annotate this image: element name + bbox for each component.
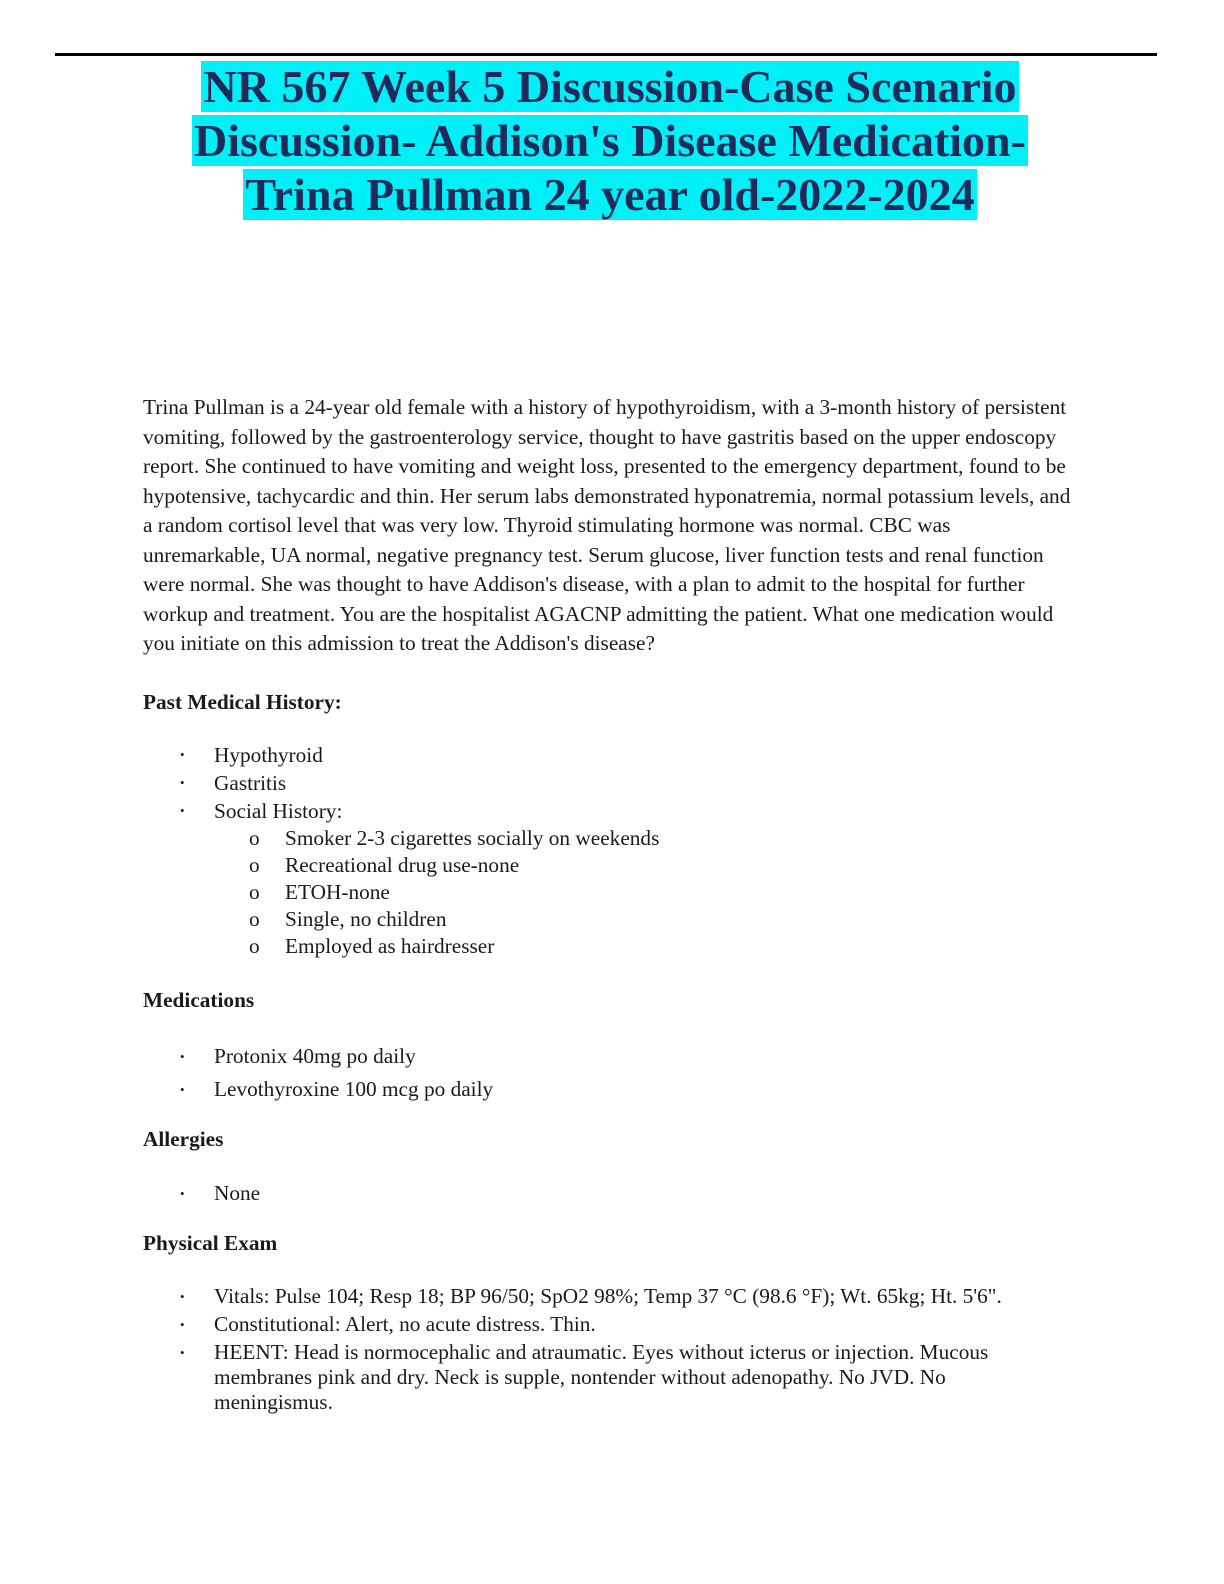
list-item — [143, 769, 1073, 797]
list-item — [143, 797, 1073, 960]
document-body — [143, 393, 1073, 1415]
list-item — [143, 741, 1073, 769]
list-item — [143, 1340, 1053, 1415]
pmh-item-hypothyroid: Hypothyroid — [214, 743, 323, 767]
medications-list — [143, 1040, 1073, 1106]
list-item — [143, 1040, 1073, 1073]
list-item — [214, 852, 1073, 879]
bullet-icon: • — [180, 1048, 185, 1064]
bullet-icon: • — [180, 1081, 185, 1097]
circle-bullet-icon: o — [249, 907, 260, 931]
list-item — [214, 933, 1073, 960]
social-history-list — [214, 825, 1073, 960]
title-line-2: Discussion- Addison's Disease Medication- — [194, 115, 1026, 166]
bullet-icon: • — [180, 803, 185, 818]
social-item-single: Single, no children — [285, 907, 447, 931]
bullet-icon: • — [180, 1186, 185, 1201]
bullet-icon: • — [180, 1345, 185, 1360]
bullet-icon: • — [180, 1289, 185, 1304]
title-line-1: NR 567 Week 5 Discussion-Case Scenario — [203, 61, 1017, 112]
list-item — [143, 1312, 1053, 1337]
bullet-icon: • — [180, 775, 185, 790]
pmh-item-gastritis: Gastritis — [214, 771, 287, 795]
document-title — [55, 60, 1165, 222]
exam-vitals: Vitals: Pulse 104; Resp 18; BP 96/50; SpO2 98%; Temp 37 °C (98.6 °F); Wt. 65kg; Ht. 5'6". — [214, 1284, 1002, 1308]
circle-bullet-icon: o — [249, 853, 260, 877]
list-item — [214, 879, 1073, 906]
circle-bullet-icon: o — [249, 934, 260, 958]
physical-exam-list — [143, 1284, 1053, 1415]
list-item — [143, 1073, 1073, 1106]
bullet-icon: • — [180, 747, 185, 762]
list-item — [214, 906, 1073, 933]
medication-protonix: Protonix 40mg po daily — [214, 1043, 416, 1068]
case-intro-paragraph: Trina Pullman is a 24-year old female with a history of hypothyroidism, with a 3-month history of persistent vomiting, followed by the gastroenterology service, thought to have gastritis based on the upper endoscopy report. She continued to have vomiting and weight loss, presented to the emergency department, found to be hypotensive, tachycardic and thin. Her serum labs demonstrated hyponatremia, normal potassium levels, and a random cortisol level that was very low. Thyroid stimulating hormone was normal. CBC was unremarkable, UA normal, negative pregnancy test. Serum glucose, liver function tests and renal function were normal. She was thought to have Addison's disease, with a plan to admit to the hospital for further workup and treatment. You are the hospitalist AGACNP admitting the patient. What one medication would you initiate on this admission to treat the Addison's disease? — [143, 395, 1071, 655]
social-item-employed: Employed as hairdresser — [285, 934, 495, 958]
allergy-none: None — [214, 1181, 261, 1205]
circle-bullet-icon: o — [249, 826, 260, 850]
medications-heading: Medications — [143, 988, 255, 1012]
title-line-3: Trina Pullman 24 year old-2022-2024 — [245, 169, 975, 220]
social-item-drugs: Recreational drug use-none — [285, 853, 520, 877]
pmh-item-social-history: Social History: — [214, 799, 343, 823]
pmh-list — [143, 741, 1073, 960]
medication-levothyroxine: Levothyroxine 100 mcg po daily — [214, 1076, 494, 1101]
exam-constitutional: Constitutional: Alert, no acute distress. Thin. — [214, 1312, 596, 1336]
allergies-heading: Allergies — [143, 1126, 224, 1151]
exam-heent: HEENT: Head is normocephalic and atraumatic. Eyes without icterus or injection. Mucous membranes pink and dry. Neck is supple, nontender without adenopathy. No JVD. No meningismus. — [214, 1340, 989, 1414]
physical-exam-heading: Physical Exam — [143, 1230, 278, 1255]
bullet-icon: • — [180, 1317, 185, 1332]
circle-bullet-icon: o — [249, 880, 260, 904]
social-item-etoh: ETOH-none — [285, 880, 390, 904]
pmh-heading: Past Medical History: — [143, 689, 342, 714]
list-item — [143, 1179, 1073, 1209]
list-item — [214, 825, 1073, 852]
social-item-smoker: Smoker 2-3 cigarettes socially on weekends — [285, 826, 660, 850]
top-horizontal-rule — [55, 53, 1157, 56]
allergies-list — [143, 1179, 1073, 1209]
list-item — [143, 1284, 1053, 1309]
